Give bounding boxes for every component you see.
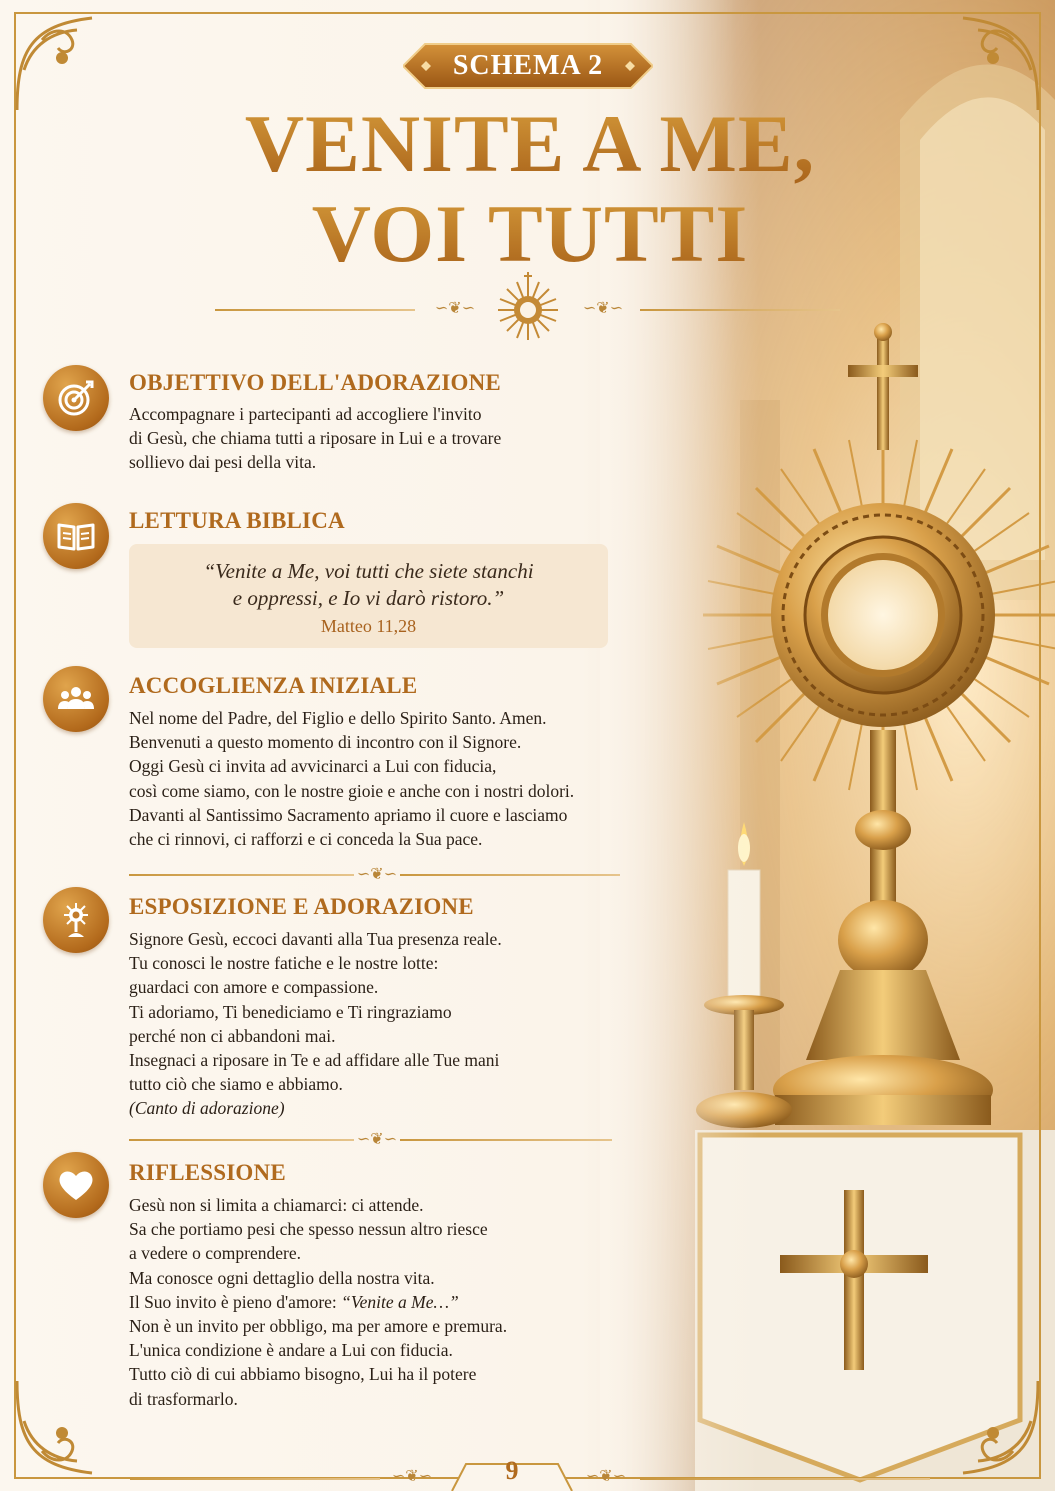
footer-ornament-left: ∽❦∽ (391, 1468, 433, 1485)
section-divider-right (400, 1139, 612, 1141)
scroll-ornament-right: ∽❦∽ (582, 300, 624, 317)
schema-badge (403, 40, 653, 92)
section-body-objective: Accompagnare i partecipanti ad accogliere l'invito di Gesù, che chiama tutti a riposare in Lui e a trovare sollievo dai pesi della vita. (129, 404, 502, 473)
sunburst-monstrance-icon (493, 270, 563, 350)
divider-ornament: ∽❦∽ (356, 1131, 398, 1148)
section-body-reflection (129, 1193, 507, 1411)
people-group-icon (43, 666, 109, 732)
page-title-line-1: VENITE A ME, (180, 100, 880, 188)
corner-ornament-top-right (933, 10, 1043, 120)
page-title-line-2: VOI TUTTI (180, 190, 880, 278)
reflection-text-part-1: Gesù non si limita a chiamarci: ci attende. Sa che portiamo pesi che spesso nessun altro riesce a vedere o comprendere. Ma conosce ogni dettaglio della nostra vita. Il Suo invito è pieno d'amore: (129, 1195, 488, 1312)
section-title-objective: OBJETTIVO DELL'ADORAZIONE (129, 370, 501, 395)
section-divider-left (129, 874, 354, 876)
page-number: 9 (505, 1456, 519, 1485)
corner-ornament-bottom-left (12, 1371, 122, 1481)
heart-icon (43, 1152, 109, 1218)
footer-divider-right (640, 1478, 930, 1480)
section-divider-left (129, 1139, 354, 1141)
divider-ornament: ∽❦∽ (356, 866, 398, 883)
monstrance-icon (43, 887, 109, 953)
open-book-icon (43, 503, 109, 569)
footer-divider-left (130, 1478, 380, 1480)
schema-label: SCHEMA 2 (452, 50, 604, 81)
bible-quote-line-2: e oppressi, e Io vi darò ristoro.” (232, 586, 505, 610)
section-body-welcome: Nel nome del Padre, del Figlio e dello Spirito Santo. Amen. Benvenuti a questo momento di incontro con il Signore. Oggi Gesù ci invita ad avvicinarci a Lui con fiducia, così come siamo, con le nostre gioie e anche con i nostri dolori. Davanti al Santissimo Sacramento apriamo il cuore e lasciamo che ci rinnovi, ci rafforzi e ci conceda la Sua pace. (129, 708, 575, 850)
section-title-reading: LETTURA BIBLICA (129, 508, 345, 533)
bible-quote-line-1: “Venite a Me, voi tutti che siete stanchi (203, 559, 534, 583)
reflection-quote: “Venite a Me…” (341, 1291, 459, 1312)
bible-quote-box (129, 544, 608, 648)
corner-ornament-top-left (12, 10, 122, 120)
scroll-ornament-left: ∽❦∽ (434, 300, 476, 317)
section-title-reflection: RIFLESSIONE (129, 1160, 286, 1185)
section-note-exposition: (Canto di adorazione) (129, 1098, 285, 1118)
section-title-welcome: ACCOGLIENZA INIZIALE (129, 673, 418, 698)
reflection-text-part-2: Non è un invito per obbligo, ma per amore e premura. L'unica condizione è andare a Lui con fiducia. Tutto ciò di cui abbiamo bisogno, Lui ha il potere di trasformarlo. (129, 1316, 508, 1409)
corner-ornament-bottom-right (933, 1371, 1043, 1481)
target-icon (43, 365, 109, 431)
title-divider-left (215, 309, 415, 311)
footer-ornament-right: ∽❦∽ (585, 1468, 627, 1485)
bible-reference: Matteo 11,28 (320, 616, 417, 636)
section-title-exposition: ESPOSIZIONE E ADORAZIONE (129, 894, 474, 919)
section-divider-right (400, 874, 620, 876)
title-divider-right (640, 309, 840, 311)
section-body-exposition: Signore Gesù, eccoci davanti alla Tua presenza reale. Tu conosci le nostre fatiche e le nostre lotte: guardaci con amore e compassione. Ti adoriamo, Ti benediciamo e Ti ringraziamo perché non ci abbandoni mai. Insegnaci a riposare in Te e ad affidare alle Tue mani tutto ciò che siamo e abbiamo. (129, 929, 502, 1095)
